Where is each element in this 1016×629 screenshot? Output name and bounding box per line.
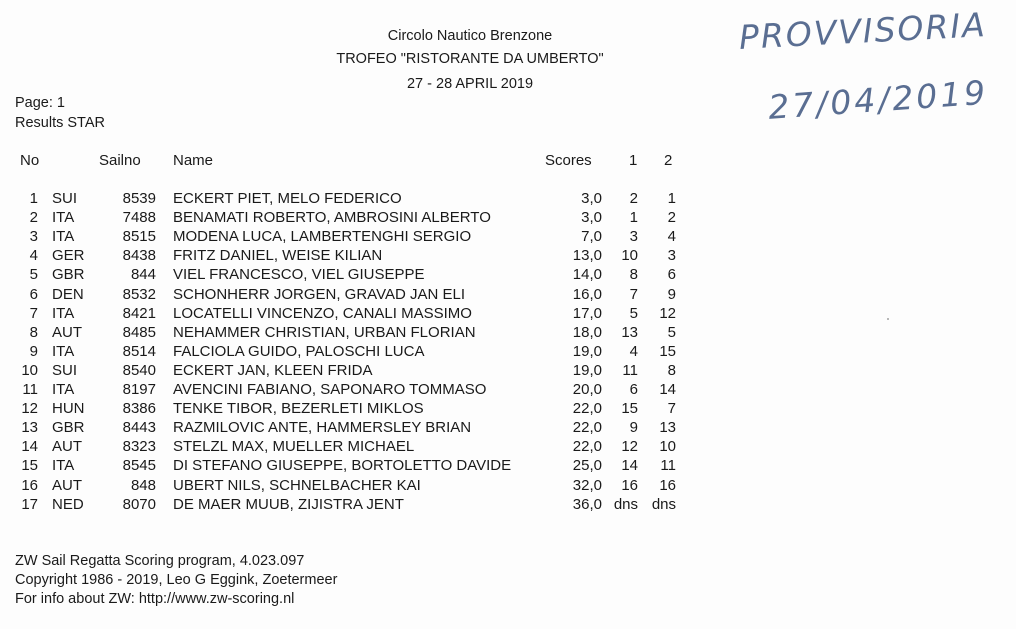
table-row bbox=[0, 438, 700, 457]
page-number: Page: 1 bbox=[15, 95, 65, 111]
row-rank: 11 bbox=[22, 381, 38, 398]
column-header-race-2: 2 bbox=[664, 152, 673, 169]
row-race-1-result: 16 bbox=[621, 476, 638, 494]
results-class: Results STAR bbox=[15, 115, 105, 131]
row-race-2-result: 1 bbox=[667, 190, 676, 207]
row-nation: GER bbox=[52, 247, 85, 265]
table-row bbox=[0, 190, 700, 209]
row-crew-names: BENAMATI ROBERTO, AMBROSINI ALBERTO bbox=[173, 209, 491, 227]
row-total-score: 22,0 bbox=[572, 438, 602, 456]
row-crew-names: ECKERT JAN, KLEEN FRIDA bbox=[173, 361, 373, 379]
row-total-score: 25,0 bbox=[572, 457, 602, 475]
row-total-score: 3,0 bbox=[581, 209, 602, 227]
row-total-score: 22,0 bbox=[572, 400, 602, 418]
row-sail-number: 7488 bbox=[122, 209, 156, 227]
row-race-2-result: 11 bbox=[660, 457, 676, 475]
row-race-2-result: 6 bbox=[667, 266, 676, 284]
row-total-score: 32,0 bbox=[572, 476, 602, 494]
row-rank: 5 bbox=[29, 266, 38, 284]
row-sail-number: 8421 bbox=[122, 304, 156, 322]
row-total-score: 22,0 bbox=[572, 419, 602, 437]
row-total-score: 17,0 bbox=[572, 304, 602, 322]
table-row bbox=[0, 209, 700, 228]
row-rank: 9 bbox=[29, 342, 38, 360]
row-race-2-result: 4 bbox=[667, 228, 676, 246]
row-rank: 8 bbox=[29, 323, 38, 341]
scan-speck bbox=[887, 318, 889, 320]
row-race-1-result: 8 bbox=[629, 266, 638, 284]
row-sail-number: 8539 bbox=[122, 190, 156, 207]
row-sail-number: 8197 bbox=[122, 381, 156, 398]
row-rank: 7 bbox=[29, 304, 38, 322]
row-crew-names: RAZMILOVIC ANTE, HAMMERSLEY BRIAN bbox=[173, 419, 472, 437]
row-total-score: 14,0 bbox=[572, 266, 602, 284]
table-row bbox=[0, 419, 700, 438]
row-race-1-result: 15 bbox=[621, 400, 638, 418]
table-row bbox=[0, 381, 700, 400]
row-nation: AUT bbox=[52, 438, 82, 456]
row-rank: 6 bbox=[29, 285, 38, 303]
row-nation: AUT bbox=[52, 323, 82, 341]
row-sail-number: 8514 bbox=[122, 342, 156, 360]
row-sail-number: 8443 bbox=[122, 419, 156, 437]
row-nation: ITA bbox=[52, 342, 75, 360]
row-race-2-result: 13 bbox=[659, 419, 676, 437]
row-nation: GBR bbox=[52, 419, 85, 437]
row-crew-names: TENKE TIBOR, BEZERLETI MIKLOS bbox=[173, 400, 424, 418]
row-race-2-result: dns bbox=[651, 495, 676, 513]
row-nation: SUI bbox=[52, 361, 78, 379]
row-crew-names: STELZL MAX, MUELLER MICHAEL bbox=[173, 438, 415, 456]
row-race-2-result: 10 bbox=[659, 438, 676, 456]
row-rank: 15 bbox=[21, 457, 38, 475]
footer-info: For info about ZW: http://www.zw-scoring.nl bbox=[15, 591, 295, 607]
table-row bbox=[0, 400, 700, 419]
row-total-score: 36,0 bbox=[572, 495, 602, 513]
row-race-1-result: 9 bbox=[629, 419, 638, 437]
row-crew-names: UBERT NILS, SCHNELBACHER KAI bbox=[173, 476, 421, 494]
row-crew-names: DE MAER MUUB, ZIJISTRA JENT bbox=[173, 495, 404, 513]
handwritten-date-note: 27/04/2019 bbox=[767, 72, 990, 127]
table-row bbox=[0, 477, 700, 496]
row-sail-number: 8070 bbox=[122, 495, 156, 513]
row-race-1-result: 7 bbox=[629, 285, 638, 303]
row-crew-names: SCHONHERR JORGEN, GRAVAD JAN ELI bbox=[173, 285, 465, 303]
row-nation: ITA bbox=[52, 381, 75, 398]
row-rank: 12 bbox=[21, 400, 38, 418]
row-nation: ITA bbox=[52, 228, 75, 246]
table-row bbox=[0, 247, 700, 266]
row-total-score: 19,0 bbox=[572, 361, 602, 379]
row-race-2-result: 7 bbox=[667, 400, 676, 418]
event-dates: 27 - 28 APRIL 2019 bbox=[406, 76, 534, 92]
row-crew-names: FALCIOLA GUIDO, PALOSCHI LUCA bbox=[173, 342, 425, 360]
table-row bbox=[0, 343, 700, 362]
row-race-2-result: 14 bbox=[659, 381, 676, 398]
row-race-1-result: 13 bbox=[621, 323, 638, 341]
row-race-2-result: 2 bbox=[667, 209, 676, 227]
row-sail-number: 848 bbox=[130, 476, 156, 494]
column-header-sailno: Sailno bbox=[99, 152, 141, 169]
footer-copyright: Copyright 1986 - 2019, Leo G Eggink, Zoetermeer bbox=[15, 572, 338, 588]
row-crew-names: MODENA LUCA, LAMBERTENGHI SERGIO bbox=[173, 228, 472, 246]
row-nation: AUT bbox=[52, 476, 82, 494]
row-rank: 13 bbox=[21, 419, 38, 437]
row-race-1-result: 5 bbox=[629, 304, 638, 322]
row-race-2-result: 3 bbox=[667, 247, 676, 265]
table-row bbox=[0, 457, 700, 476]
row-total-score: 16,0 bbox=[572, 285, 602, 303]
table-row bbox=[0, 305, 700, 324]
table-row bbox=[0, 324, 700, 343]
row-total-score: 3,0 bbox=[581, 190, 602, 207]
row-total-score: 18,0 bbox=[572, 323, 602, 341]
row-race-2-result: 16 bbox=[659, 476, 676, 494]
row-race-1-result: 11 bbox=[622, 361, 638, 379]
row-race-2-result: 9 bbox=[667, 285, 676, 303]
row-sail-number: 8323 bbox=[122, 438, 156, 456]
column-header-no: No bbox=[20, 152, 40, 169]
row-nation: ITA bbox=[52, 304, 75, 322]
row-rank: 4 bbox=[29, 247, 38, 265]
row-total-score: 7,0 bbox=[581, 228, 602, 246]
row-total-score: 19,0 bbox=[572, 342, 602, 360]
row-race-1-result: 2 bbox=[629, 190, 638, 207]
handwritten-provisional-note: PROVVISORIA bbox=[738, 5, 988, 57]
row-sail-number: 8515 bbox=[122, 228, 156, 246]
row-crew-names: AVENCINI FABIANO, SAPONARO TOMMASO bbox=[173, 381, 487, 398]
trophy-title: TROFEO "RISTORANTE DA UMBERTO" bbox=[336, 51, 604, 67]
row-sail-number: 8532 bbox=[122, 285, 156, 303]
row-total-score: 20,0 bbox=[572, 381, 602, 398]
row-race-1-result: 6 bbox=[629, 381, 638, 398]
row-race-1-result: dns bbox=[613, 495, 638, 513]
row-race-1-result: 14 bbox=[621, 457, 638, 475]
row-race-1-result: 4 bbox=[629, 342, 638, 360]
table-row bbox=[0, 496, 700, 515]
row-crew-names: ECKERT PIET, MELO FEDERICO bbox=[173, 190, 402, 207]
row-nation: ITA bbox=[52, 209, 75, 227]
row-nation: HUN bbox=[52, 400, 85, 418]
row-rank: 10 bbox=[21, 361, 38, 379]
footer-program: ZW Sail Regatta Scoring program, 4.023.097 bbox=[15, 553, 305, 569]
row-race-2-result: 8 bbox=[667, 361, 676, 379]
row-race-1-result: 12 bbox=[621, 438, 638, 456]
row-race-1-result: 10 bbox=[621, 247, 638, 265]
row-crew-names: DI STEFANO GIUSEPPE, BORTOLETTO DAVIDE bbox=[173, 457, 512, 475]
row-sail-number: 844 bbox=[130, 266, 156, 284]
table-row bbox=[0, 286, 700, 305]
table-row bbox=[0, 362, 700, 381]
row-sail-number: 8386 bbox=[122, 400, 156, 418]
column-header-scores: Scores bbox=[545, 152, 592, 169]
row-rank: 1 bbox=[29, 190, 38, 207]
row-rank: 14 bbox=[21, 438, 38, 456]
row-nation: DEN bbox=[52, 285, 84, 303]
row-rank: 2 bbox=[29, 209, 38, 227]
club-name: Circolo Nautico Brenzone bbox=[387, 28, 553, 44]
row-sail-number: 8545 bbox=[122, 457, 156, 475]
row-rank: 16 bbox=[21, 476, 38, 494]
row-race-1-result: 1 bbox=[629, 209, 638, 227]
row-crew-names: VIEL FRANCESCO, VIEL GIUSEPPE bbox=[173, 266, 425, 284]
column-header-name: Name bbox=[173, 152, 214, 169]
column-header-race-1: 1 bbox=[629, 152, 638, 169]
row-rank: 17 bbox=[21, 495, 38, 513]
row-race-2-result: 12 bbox=[659, 304, 676, 322]
row-sail-number: 8485 bbox=[122, 323, 156, 341]
row-total-score: 13,0 bbox=[572, 247, 602, 265]
row-sail-number: 8438 bbox=[122, 247, 156, 265]
table-row bbox=[0, 266, 700, 285]
row-nation: GBR bbox=[52, 266, 85, 284]
row-crew-names: FRITZ DANIEL, WEISE KILIAN bbox=[173, 247, 383, 265]
row-nation: NED bbox=[52, 495, 84, 513]
row-race-2-result: 15 bbox=[659, 342, 676, 360]
row-race-1-result: 3 bbox=[629, 228, 638, 246]
row-sail-number: 8540 bbox=[122, 361, 156, 379]
row-nation: SUI bbox=[52, 190, 78, 207]
row-crew-names: NEHAMMER CHRISTIAN, URBAN FLORIAN bbox=[173, 323, 476, 341]
table-row bbox=[0, 228, 700, 247]
row-nation: ITA bbox=[52, 457, 75, 475]
row-crew-names: LOCATELLI VINCENZO, CANALI MASSIMO bbox=[173, 304, 472, 322]
row-rank: 3 bbox=[29, 228, 38, 246]
row-race-2-result: 5 bbox=[667, 323, 676, 341]
